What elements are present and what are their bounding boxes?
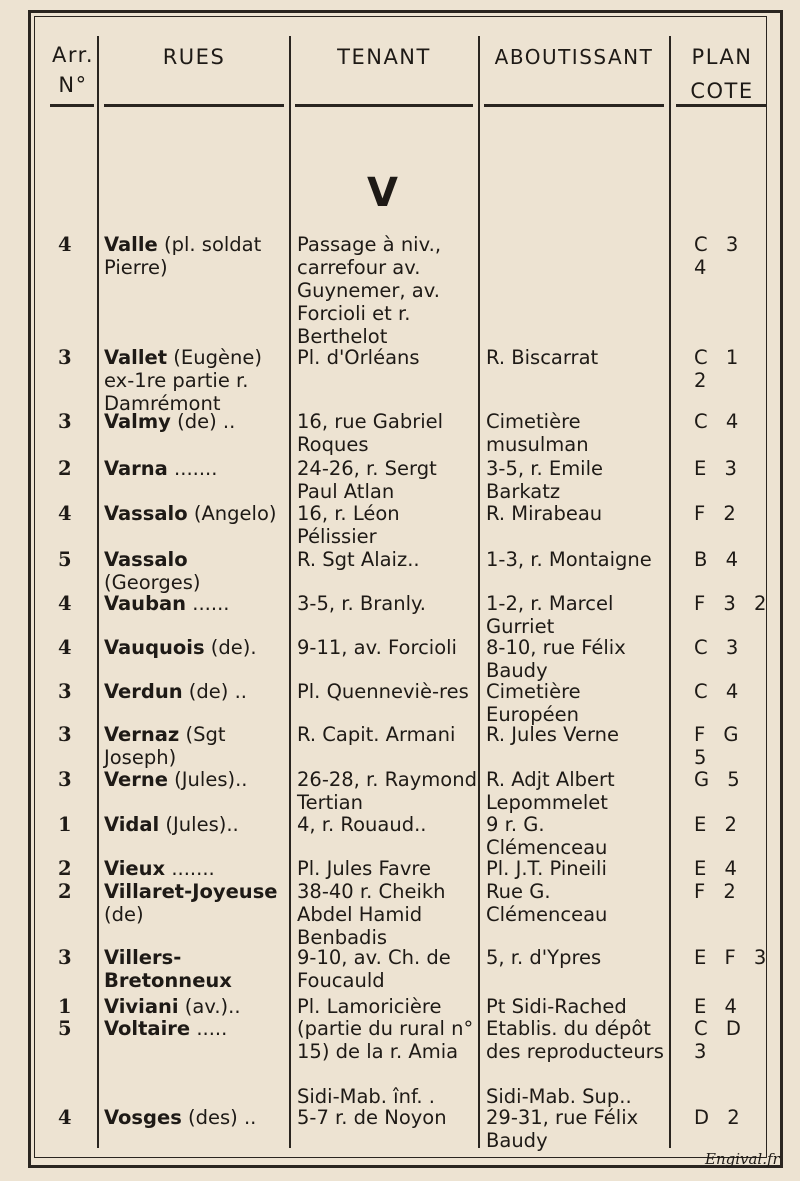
tenant-cell: 9-10, av. Ch. de Foucauld [297,946,451,992]
tenant-cell: 9-11, av. Forcioli [297,636,457,659]
street-name-detail: ..... [190,1017,228,1040]
street-name-detail: (de) .. [170,410,236,433]
street-name [104,1017,287,1040]
street-name-detail: ....... [167,457,218,480]
street-name-detail: (Georges) [104,571,201,594]
arr-number: 5 [58,1017,72,1040]
street-name-detail: (de) [104,903,144,926]
tenant-cell: 16, rue Gabriel Roques [297,410,444,456]
header-rule [104,104,284,107]
street-name [104,768,287,791]
aboutissant-cell: Cimetière musulman [486,410,589,456]
arr-number: 4 [58,636,72,659]
street-name [104,880,287,926]
plan-cote-cell: C 4 [694,680,745,703]
header-arr: Arr. N° [51,43,94,97]
tenant-cell: Pl. Lamoricière [297,995,442,1018]
aboutissant-cell: R. Biscarrat [486,346,599,369]
tenant-cell: 5-7 r. de Noyon [297,1106,447,1129]
street-name [104,995,287,1018]
arr-number: 3 [58,723,72,746]
plan-cote-cell: C 3 4 [694,233,745,279]
aboutissant-cell: 1-3, r. Montaigne [486,548,652,571]
street-name-detail: (pl. soldat Pierre) [104,233,262,279]
column-divider [289,36,291,1148]
arr-number: 2 [58,857,72,880]
street-name-main: Verdun [104,680,183,703]
tenant-cell: Pl. Quenneviè-res [297,680,469,703]
header-rule [676,104,766,107]
arr-number: 4 [58,233,72,256]
street-name-detail: (av.).. [178,995,241,1018]
plan-cote-cell: E 4 [694,995,743,1018]
street-name-detail: (de) .. [182,680,247,703]
street-name-detail: (Angelo) [187,502,277,525]
header-rule [484,104,664,107]
plan-cote-cell: C 3 [694,636,745,659]
street-name-detail: (des) .. [181,1106,257,1129]
street-name [104,636,287,659]
street-name [104,592,287,615]
tenant-cell: R. Capit. Armani [297,723,456,746]
street-name-main: Villaret-Joyeuse [104,880,278,903]
street-name-main: Vassalo [104,502,188,525]
arr-number: 3 [58,680,72,703]
tenant-cell: 3-5, r. Branly. [297,592,426,615]
street-name-detail: (Jules).. [159,813,239,836]
aboutissant-cell: R. Mirabeau [486,502,603,525]
street-name [104,946,287,992]
street-name-main: Vidal [104,813,160,836]
street-name-detail: (de). [204,636,257,659]
header-rule [50,104,94,107]
signature: Engival.fr [705,1150,780,1168]
plan-cote-cell: F 2 [694,880,742,903]
header-aboutissant: ABOUTISSANT [494,45,654,69]
street-name [104,723,287,769]
arr-number: 2 [58,880,72,903]
street-name-main: Vauban [104,592,187,615]
arr-number: 3 [58,946,72,969]
street-name-detail: (Jules).. [167,768,248,791]
street-name-main: Valle [104,233,158,256]
street-name-main: Vassalo [104,548,188,571]
aboutissant-cell: 3-5, r. Emile Barkatz [486,457,604,503]
aboutissant-cell: Etablis. du dépôt des reproducteurs [486,1017,664,1063]
street-name [104,813,287,836]
street-name-main: Viviani [104,995,179,1018]
tenant-cell: R. Sgt Alaiz.. [297,548,420,571]
arr-number: 2 [58,457,72,480]
arr-number: 4 [58,592,72,615]
street-name [104,346,287,415]
arr-number: 1 [58,995,72,1018]
plan-cote-cell: F 3 2 [694,592,773,615]
column-divider [669,36,671,1148]
column-divider [478,36,480,1148]
street-name [104,457,287,480]
street-name-main: Valmy [104,410,171,433]
street-name-main: Voltaire [104,1017,191,1040]
tenant-cell: 16, r. Léon Pélissier [297,502,400,548]
plan-cote-cell: E 3 [694,457,743,480]
street-name-main: Vosges [104,1106,182,1129]
tenant-cell: Pl. d'Orléans [297,346,420,369]
arr-number: 4 [58,502,72,525]
street-name-main: Vauquois [104,636,205,659]
aboutissant-cell: Pt Sidi-Rached [486,995,627,1018]
street-name-detail: (Sgt Joseph) [104,723,226,769]
aboutissant-cell: R. Jules Verne [486,723,619,746]
arr-number: 1 [58,813,72,836]
aboutissant-cell: Sidi-Mab. Sup.. [486,1085,632,1108]
street-name [104,548,287,594]
tenant-cell: 24-26, r. Sergt Paul Atlan [297,457,437,503]
street-name-main: Villers-Bretonneux [104,946,232,992]
plan-cote-cell: D 2 [694,1106,746,1129]
header-rues: RUES [162,45,226,69]
arr-number: 3 [58,768,72,791]
plan-cote-cell: C D 3 [694,1017,747,1063]
street-name-main: Verne [104,768,168,791]
header-plan: PLAN COTE [690,45,754,103]
street-name [104,410,287,433]
section-letter: V [367,170,398,216]
arr-number: 3 [58,410,72,433]
aboutissant-cell: 9 r. G. Clémenceau [486,813,608,859]
plan-cote-cell: E 2 [694,813,743,836]
aboutissant-cell: 29-31, rue Félix Baudy [486,1106,639,1152]
aboutissant-cell: R. Adjt Albert Lepommelet [486,768,615,814]
plan-cote-cell: E F 3 [694,946,773,969]
street-name-main: Vernaz [104,723,180,746]
tenant-cell: 38-40 r. Cheikh Abdel Hamid Benbadis [297,880,446,949]
aboutissant-cell: 5, r. d'Ypres [486,946,602,969]
plan-cote-cell: F 2 [694,502,742,525]
arr-number: 3 [58,346,72,369]
street-name [104,857,287,880]
street-name-detail: (Eugène) ex-1re partie r. Damrémont [104,346,262,415]
plan-cote-cell: E 4 [694,857,743,880]
street-name-main: Vallet [104,346,168,369]
street-name-detail: ...... [186,592,230,615]
aboutissant-cell: Pl. J.T. Pineili [486,857,607,880]
tenant-cell: Passage à niv., carrefour av. Guynemer, av. Forcioli et r. Berthelot [297,233,442,348]
street-name-detail: ....... [165,857,215,880]
tenant-cell: 4, r. Rouaud.. [297,813,427,836]
tenant-cell: Pl. Jules Favre [297,857,431,880]
header-tenant: TENANT [337,45,431,69]
street-name [104,680,287,703]
tenant-cell: (partie du rural n° 15) de la r. Amia [297,1017,474,1063]
column-divider [97,36,99,1148]
header-rule [295,104,473,107]
plan-cote-cell: C 4 [694,410,745,433]
aboutissant-cell: 8-10, rue Félix Baudy [486,636,626,682]
street-name-main: Varna [104,457,168,480]
arr-number: 4 [58,1106,72,1129]
arr-number: 5 [58,548,72,571]
plan-cote-cell: C 1 2 [694,346,745,392]
aboutissant-cell: Rue G. Clémenceau [486,880,608,926]
plan-cote-cell: G 5 [694,768,746,791]
aboutissant-cell: 1-2, r. Marcel Gurriet [486,592,614,638]
street-name [104,502,287,525]
plan-cote-cell: B 4 [694,548,744,571]
street-name [104,233,287,279]
tenant-cell: 26-28, r. Raymond Tertian [297,768,477,814]
street-name-main: Vieux [104,857,166,880]
tenant-cell: Sidi-Mab. înf. . [297,1085,435,1108]
street-name [104,1106,287,1129]
plan-cote-cell: F G 5 [694,723,745,769]
aboutissant-cell: Cimetière Européen [486,680,581,726]
